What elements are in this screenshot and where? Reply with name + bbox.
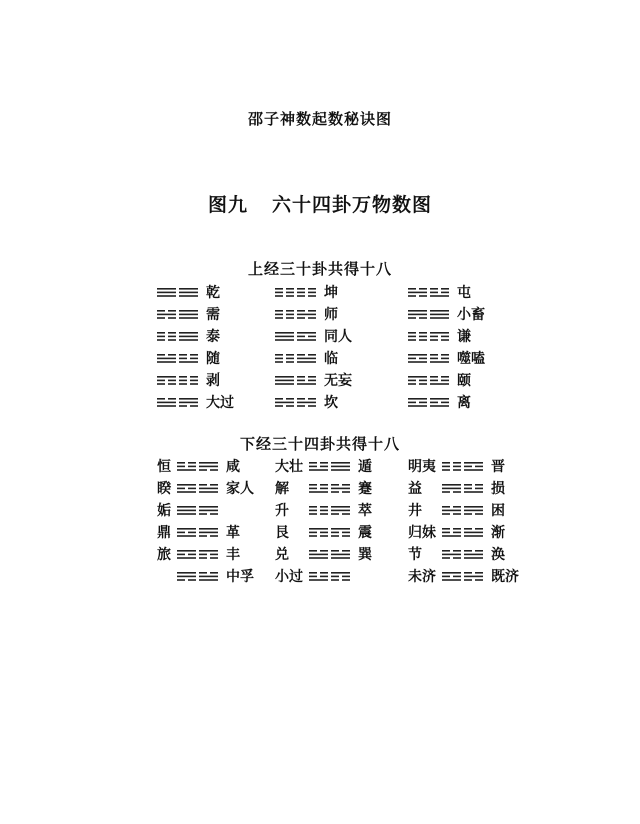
upper-entry	[157, 391, 234, 413]
trigram-xun-icon	[179, 397, 198, 407]
trigram-gen-icon	[157, 375, 176, 385]
trigram-qian-icon	[177, 505, 196, 515]
lower-entry	[408, 565, 519, 587]
hexagram-name: 大过	[206, 395, 234, 411]
upper-entry	[408, 281, 471, 303]
hexagram-prefix-name: 解	[275, 481, 289, 497]
trigram-kun-icon	[275, 353, 294, 363]
upper-entry	[408, 303, 485, 325]
hexagram-name: 泰	[206, 329, 220, 345]
trigram-kun-icon	[179, 375, 198, 385]
upper-entry	[157, 347, 220, 369]
hexagram-prefix-name: 升	[275, 503, 289, 519]
hexagram-name: 谦	[457, 329, 471, 345]
trigram-kan-icon	[408, 287, 427, 297]
hexagram-name: 萃	[358, 503, 372, 519]
trigram-zhen-icon	[442, 527, 461, 537]
hexagram-name: 随	[206, 351, 220, 367]
hexagram-prefix-name: 睽	[157, 481, 171, 497]
hexagram-prefix-name: 大壮	[275, 459, 303, 475]
trigram-li-icon	[297, 331, 316, 341]
trigram-kun-icon	[408, 331, 427, 341]
trigram-gen-icon	[199, 549, 218, 559]
trigram-li-icon	[177, 483, 196, 493]
trigram-kan-icon	[442, 549, 461, 559]
trigram-xun-icon	[464, 505, 483, 515]
trigram-kun-icon	[309, 505, 328, 515]
page-header: 邵子神数起数秘诀图	[247, 110, 392, 128]
trigram-li-icon	[464, 461, 483, 471]
hexagram-prefix-name: 井	[408, 503, 422, 519]
lower-entry	[408, 477, 505, 499]
figure-title	[0, 190, 640, 217]
upper-entry	[157, 281, 220, 303]
trigram-zhen-icon	[179, 353, 198, 363]
hexagram-name: 中孚	[226, 569, 254, 585]
hexagram-name: 坎	[324, 395, 338, 411]
hexagram-prefix-name: 益	[408, 481, 422, 497]
hexagram-name: 巽	[358, 547, 372, 563]
upper-entry	[408, 347, 485, 369]
hexagram-prefix-name: 旅	[157, 547, 171, 563]
hexagram-name: 涣	[491, 547, 505, 563]
hexagram-name: 丰	[226, 547, 240, 563]
upper-entry	[157, 369, 220, 391]
figure-caption: 六十四卦万物数图	[272, 194, 433, 216]
upper-entry	[408, 391, 471, 413]
hexagram-prefix-name: 小过	[275, 569, 303, 585]
trigram-kan-icon	[297, 309, 316, 319]
trigram-kan-icon	[331, 483, 350, 493]
hexagram-prefix-name: 兑	[275, 547, 289, 563]
trigram-li-icon	[442, 571, 461, 581]
trigram-xun-icon	[442, 483, 461, 493]
lower-entry	[275, 543, 372, 565]
trigram-qian-icon	[179, 287, 198, 297]
hexagram-name: 震	[358, 525, 372, 541]
lower-entry	[157, 499, 226, 521]
trigram-gen-icon	[331, 571, 350, 581]
hexagram-name: 需	[206, 307, 220, 323]
hexagram-name: 蹇	[358, 481, 372, 497]
upper-entry	[275, 391, 338, 413]
upper-entry	[157, 325, 220, 347]
trigram-xun-icon	[199, 527, 218, 537]
lower-section-title: 下经三十四卦共得十八	[239, 435, 400, 453]
upper-entry	[275, 347, 338, 369]
hexagram-prefix-name: 节	[408, 547, 422, 563]
trigram-qian-icon	[157, 287, 176, 297]
trigram-gen-icon	[430, 331, 449, 341]
trigram-li-icon	[177, 549, 196, 559]
trigram-li-icon	[430, 397, 449, 407]
hexagram-prefix-name: 鼎	[157, 525, 171, 541]
hexagram-name: 剥	[206, 373, 220, 389]
trigram-qian-icon	[179, 309, 198, 319]
trigram-kan-icon	[442, 505, 461, 515]
trigram-li-icon	[177, 527, 196, 537]
upper-entry	[275, 303, 338, 325]
hexagram-prefix-name: 归妹	[408, 525, 436, 541]
hexagram-name: 屯	[457, 285, 471, 301]
lower-entry	[408, 543, 505, 565]
hexagram-name: 临	[324, 351, 338, 367]
upper-entry	[275, 281, 338, 303]
trigram-gen-icon	[331, 527, 350, 537]
hexagram-name: 革	[226, 525, 240, 541]
hexagram-name: 坤	[324, 285, 338, 301]
figure-number: 图九	[207, 194, 248, 216]
lower-entry	[157, 521, 240, 543]
trigram-qian-icon	[275, 331, 294, 341]
trigram-zhen-icon	[177, 461, 196, 471]
trigram-zhen-icon	[430, 287, 449, 297]
lower-entry	[157, 565, 254, 587]
upper-entry	[157, 303, 220, 325]
trigram-kan-icon	[297, 397, 316, 407]
trigram-qian-icon	[179, 331, 198, 341]
trigram-dui-icon	[464, 527, 483, 537]
trigram-zhen-icon	[464, 483, 483, 493]
hexagram-name: 同人	[324, 329, 352, 345]
trigram-kan-icon	[157, 309, 176, 319]
upper-entry	[408, 369, 471, 391]
trigram-xun-icon	[331, 505, 350, 515]
hexagram-name: 颐	[457, 373, 471, 389]
trigram-kun-icon	[275, 287, 294, 297]
hexagram-name: 离	[457, 395, 471, 411]
trigram-xun-icon	[177, 571, 196, 581]
hexagram-name: 既济	[491, 569, 519, 585]
hexagram-name: 晋	[491, 459, 505, 475]
trigram-kan-icon	[275, 397, 294, 407]
trigram-gen-icon	[408, 375, 427, 385]
hexagram-prefix-name: 未济	[408, 569, 436, 585]
lower-entry	[408, 455, 505, 477]
hexagram-name: 渐	[491, 525, 505, 541]
lower-entry	[408, 499, 505, 521]
trigram-dui-icon	[157, 353, 176, 363]
upper-entry	[275, 325, 352, 347]
trigram-zhen-icon	[430, 375, 449, 385]
lower-entry	[408, 521, 505, 543]
hexagram-prefix-name: 明夷	[408, 459, 436, 475]
trigram-qian-icon	[275, 375, 294, 385]
trigram-kun-icon	[297, 287, 316, 297]
trigram-kun-icon	[275, 309, 294, 319]
hexagram-prefix-name: 恒	[157, 459, 171, 475]
hexagram-name: 乾	[206, 285, 220, 301]
hexagram-prefix-name: 姤	[157, 503, 171, 519]
hexagram-name: 损	[491, 481, 505, 497]
trigram-dui-icon	[309, 549, 328, 559]
trigram-zhen-icon	[309, 483, 328, 493]
hexagram-name: 无妄	[324, 373, 352, 389]
lower-entry	[275, 565, 358, 587]
hexagram-name: 师	[324, 307, 338, 323]
trigram-qian-icon	[331, 461, 350, 471]
trigram-dui-icon	[297, 353, 316, 363]
trigram-li-icon	[408, 353, 427, 363]
upper-entry	[275, 369, 352, 391]
hexagram-name: 遁	[358, 459, 372, 475]
trigram-zhen-icon	[309, 571, 328, 581]
trigram-xun-icon	[199, 505, 218, 515]
trigram-li-icon	[408, 397, 427, 407]
lower-entry	[157, 477, 254, 499]
trigram-qian-icon	[430, 309, 449, 319]
trigram-kan-icon	[464, 571, 483, 581]
hexagram-name: 噬嗑	[457, 351, 485, 367]
trigram-dui-icon	[464, 549, 483, 559]
trigram-dui-icon	[199, 571, 218, 581]
trigram-kun-icon	[442, 461, 461, 471]
lower-entry	[275, 521, 372, 543]
trigram-zhen-icon	[297, 375, 316, 385]
lower-entry	[275, 477, 372, 499]
upper-section-title: 上经三十卦共得十八	[247, 260, 392, 278]
hexagram-name: 家人	[226, 481, 254, 497]
trigram-dui-icon	[331, 549, 350, 559]
trigram-kun-icon	[157, 331, 176, 341]
lower-entry	[275, 455, 372, 477]
hexagram-prefix-name: 艮	[275, 525, 289, 541]
lower-entry	[275, 499, 372, 521]
trigram-xun-icon	[199, 461, 218, 471]
trigram-xun-icon	[408, 309, 427, 319]
trigram-zhen-icon	[309, 461, 328, 471]
upper-entry	[408, 325, 471, 347]
hexagram-name: 咸	[226, 459, 240, 475]
trigram-zhen-icon	[430, 353, 449, 363]
lower-entry	[157, 455, 240, 477]
trigram-gen-icon	[309, 527, 328, 537]
hexagram-name: 困	[491, 503, 505, 519]
lower-entry	[157, 543, 240, 565]
trigram-dui-icon	[199, 483, 218, 493]
hexagram-name: 小畜	[457, 307, 485, 323]
trigram-dui-icon	[157, 397, 176, 407]
